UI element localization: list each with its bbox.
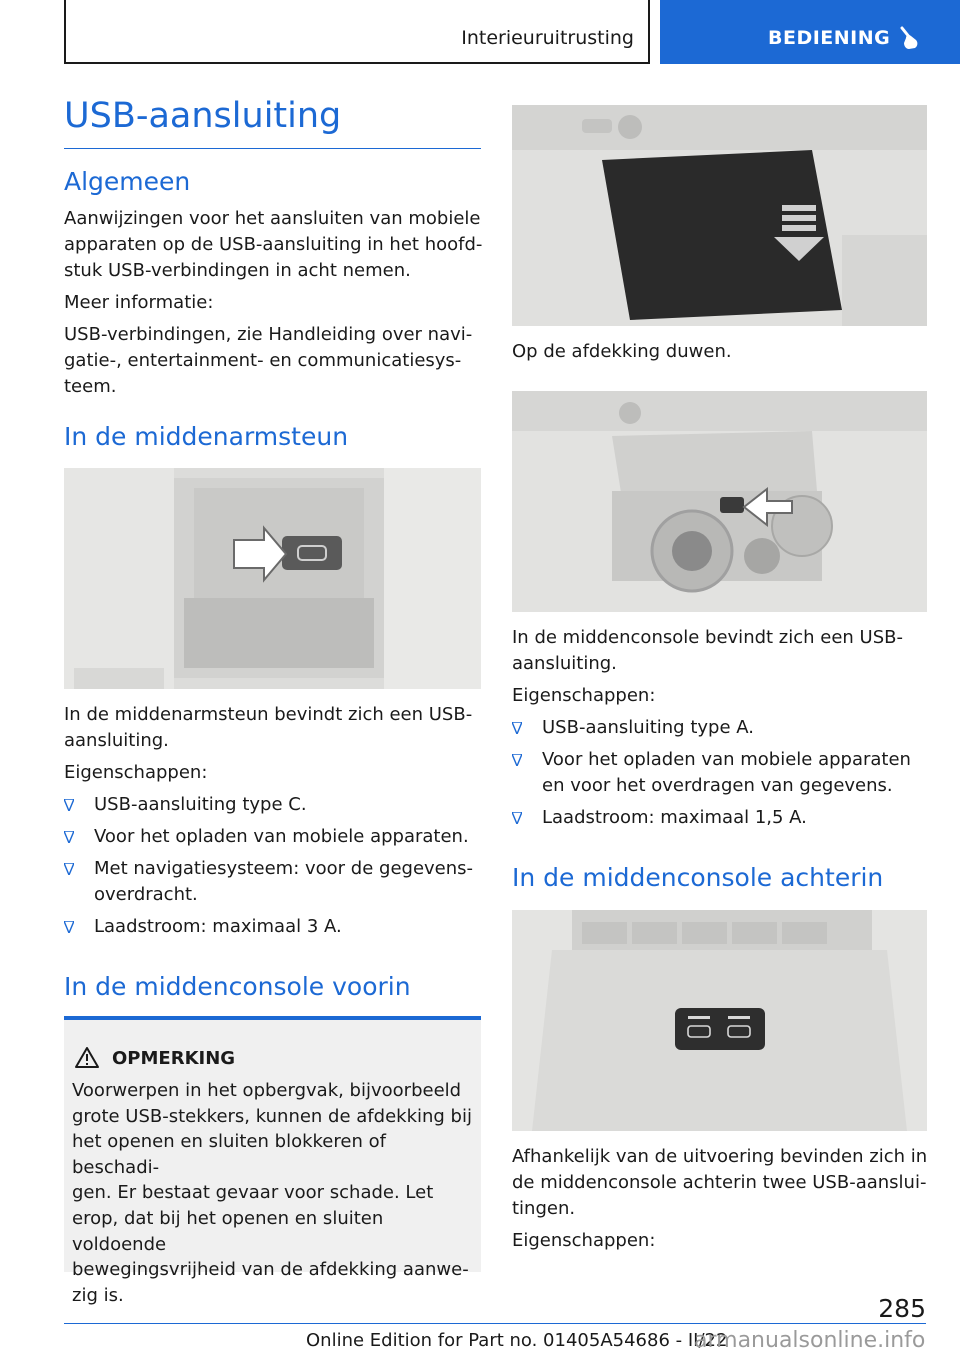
console-cover-photo (512, 105, 927, 326)
list-item (64, 856, 481, 908)
list-item-text: en voor het overdragen van gegevens. (542, 775, 893, 796)
warning-text-line: Voorwerpen in het opbergvak, bijvoorbeeld (72, 1080, 462, 1101)
front-intro-line-1: In de middenconsole bevindt zich een USB- (512, 627, 903, 648)
bullet-triangle-icon (512, 722, 522, 734)
front-intro-line-2: aansluiting. (512, 653, 617, 674)
paragraph-algemeen-line-3: stuk USB-verbindingen in acht nemen. (64, 260, 411, 281)
rear-intro-line-2: de middenconsole achterin twee USB-aanslui- (512, 1172, 927, 1193)
bullet-triangle-icon (64, 863, 74, 875)
paragraph-algemeen-line-2: apparaten op de USB-aansluiting in het hoofd- (64, 234, 483, 255)
list-item (64, 792, 481, 818)
warning-text-line: het openen en sluiten blokkeren of beschadi- (72, 1131, 386, 1178)
warning-text-line: zig is. (72, 1284, 124, 1306)
heading-rear-console: In de middenconsole achterin (512, 863, 884, 892)
footer-watermark: armanualsonline.info (694, 1328, 926, 1353)
bullet-triangle-icon (64, 799, 74, 811)
bullet-triangle-icon (64, 831, 74, 843)
list-item-text: USB-aansluiting type A. (542, 717, 754, 738)
heading-algemeen: Algemeen (64, 167, 191, 196)
list-item-text: USB-aansluiting type C. (94, 794, 307, 815)
bullet-triangle-icon (64, 921, 74, 933)
heading-front-console: In de middenconsole voorin (64, 972, 411, 1001)
paragraph-algemeen-line-1: Aanwijzingen voor het aansluiten van mobiele (64, 208, 481, 229)
footer-edition: Online Edition for Part no. 01405A54686 - II/22 (306, 1330, 728, 1351)
armrest-intro-line-2: aansluiting. (64, 730, 169, 751)
rear-intro-line-1: Afhankelijk van de uitvoering bevinden zich in (512, 1146, 928, 1167)
rear-intro-line-3: tingen. (512, 1198, 576, 1219)
footer-rule (64, 1323, 926, 1324)
more-info-label: Meer informatie: (64, 292, 214, 313)
bullet-triangle-icon (512, 754, 522, 766)
warning-box (64, 1016, 481, 1306)
list-item-text: Voor het opladen van mobiele apparaten. (94, 826, 469, 847)
rear-properties-label: Eigenschappen: (512, 1230, 656, 1251)
front-properties-label: Eigenschappen: (512, 685, 656, 706)
warning-text-line: bewegingsvrijheid van de afdekking aanwe- (72, 1259, 469, 1281)
rear-console-usb-photo (512, 910, 927, 1131)
list-item-text: overdracht. (94, 884, 198, 905)
list-item (512, 805, 927, 831)
cover-caption: Op de afdekking duwen. (512, 341, 732, 362)
warning-text (72, 1078, 476, 1308)
list-item-text: Met navigatiesysteem: voor de gegevens- (94, 858, 474, 879)
reference-line-3: teem. (64, 376, 117, 397)
bullet-triangle-icon (512, 812, 522, 824)
console-open-usb-photo (512, 391, 927, 612)
armrest-properties-label: Eigenschappen: (64, 762, 208, 783)
hand-pointer-icon (898, 26, 920, 54)
header-section-box (64, 0, 650, 64)
list-item-text: Voor het opladen van mobiele apparaten (542, 749, 911, 770)
warning-text-line: erop, dat bij het openen en sluiten voldoende (72, 1207, 384, 1255)
heading-armrest: In de middenarmsteun (64, 422, 349, 451)
page-title: USB-aansluiting (64, 96, 342, 136)
list-item (64, 824, 481, 850)
list-item-text: Laadstroom: maximaal 3 A. (94, 916, 342, 937)
header-chapter-box (660, 0, 960, 64)
warning-title: OPMERKING (112, 1048, 236, 1069)
list-item-text: Laadstroom: maximaal 1,5 A. (542, 807, 807, 828)
list-item (512, 747, 927, 799)
header-chapter-title: BEDIENING (768, 27, 891, 49)
reference-line-2: gatie-, entertainment- en communicatiesys- (64, 350, 462, 371)
warning-text-line: grote USB-stekkers, kunnen de afdekking bij (72, 1105, 472, 1127)
reference-line-1: USB-verbindingen, zie Handleiding over navi- (64, 324, 473, 345)
warning-text-line: gen. Er bestaat gevaar voor schade. Let (72, 1182, 434, 1204)
page-number: 285 (878, 1294, 926, 1323)
title-rule (64, 148, 481, 149)
list-item (64, 914, 481, 940)
warning-triangle-icon (74, 1046, 100, 1073)
armrest-intro-line-1: In de middenarmsteun bevindt zich een USB- (64, 704, 473, 725)
header-section-title: Interieuruitrusting (461, 27, 634, 49)
armrest-usb-photo (64, 468, 481, 689)
list-item (512, 715, 927, 741)
